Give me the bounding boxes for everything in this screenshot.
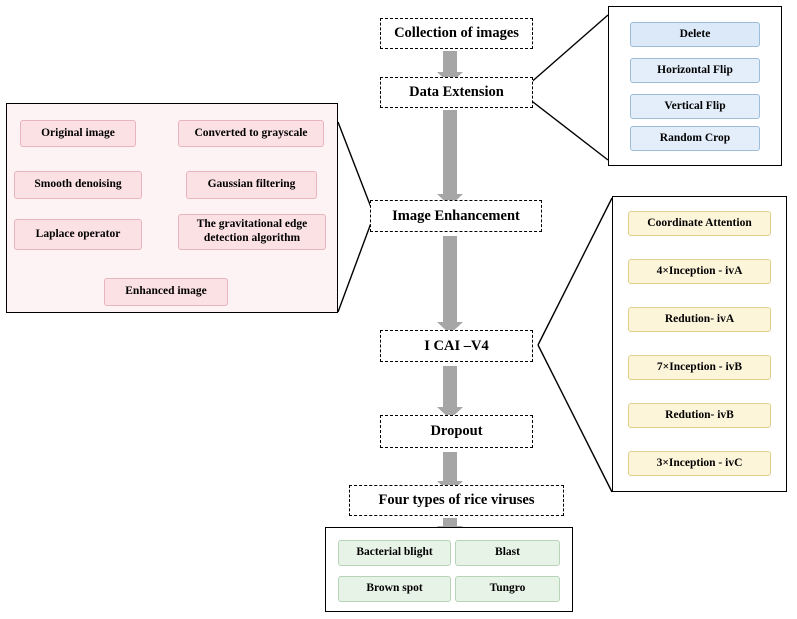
augmentation-option-vertical-flip[interactable]: [630, 94, 760, 119]
node-label: Four types of rice viruses: [378, 492, 535, 509]
node-label: Dropout: [430, 423, 483, 440]
class-brown-spot[interactable]: [338, 576, 451, 602]
node-label: I CAI –V4: [424, 337, 489, 354]
step-label: Enhanced image: [125, 285, 207, 298]
augmentation-option-delete[interactable]: [630, 22, 760, 47]
augmentation-option-horizontal-flip[interactable]: [630, 58, 760, 83]
option-label: Horizontal Flip: [657, 63, 733, 76]
node-label: Collection of images: [394, 25, 519, 42]
step-label: Laplace operator: [35, 227, 121, 240]
step-label: Original image: [41, 126, 115, 139]
enhancement-step-original-image[interactable]: [20, 120, 136, 147]
network-layer-redution-iva[interactable]: [628, 307, 771, 332]
class-tungro[interactable]: [455, 576, 560, 602]
network-layer-redution-ivb[interactable]: [628, 403, 771, 428]
layer-label: Redution- ivB: [665, 408, 734, 421]
node-label: Image Enhancement: [392, 207, 520, 224]
class-label: Brown spot: [366, 582, 423, 595]
step-label: Converted to grayscale: [194, 126, 308, 139]
class-blast[interactable]: [455, 540, 560, 566]
layer-label: 4×Inception - ivA: [656, 264, 743, 277]
enhancement-step-enhanced-image[interactable]: [104, 278, 228, 306]
step-label: Smooth denoising: [34, 178, 122, 191]
node-collection-of-images[interactable]: [380, 18, 533, 49]
enhancement-step-laplace-operator[interactable]: [14, 219, 142, 250]
flow-arrow-extension-to-enhancement: [443, 110, 457, 195]
class-label: Blast: [495, 546, 520, 559]
step-label: Gaussian filtering: [207, 178, 296, 191]
augmentation-option-random-crop[interactable]: [630, 126, 760, 151]
node-icai-v4[interactable]: [380, 330, 533, 362]
network-architecture-panel: [612, 196, 787, 492]
option-label: Delete: [679, 27, 711, 40]
enhancement-step-gravitational-edge-detection[interactable]: [178, 214, 326, 250]
enhancement-step-gaussian-filtering[interactable]: [186, 171, 317, 199]
flow-arrow-icai-to-dropout: [443, 366, 457, 408]
flow-arrow-collection-to-extension: [443, 51, 457, 73]
layer-label: 7×Inception - ivB: [656, 360, 743, 373]
network-layer-coordinate-attention[interactable]: [628, 211, 771, 236]
network-layer-inception-ivc[interactable]: [628, 451, 771, 476]
flow-arrow-enhancement-to-icai: [443, 236, 457, 323]
option-label: Vertical Flip: [664, 99, 726, 112]
node-dropout[interactable]: [380, 415, 533, 448]
flow-arrow-dropout-to-output: [443, 452, 457, 482]
node-label: Data Extension: [409, 84, 504, 101]
network-layer-inception-ivb[interactable]: [628, 355, 771, 380]
class-bacterial-blight[interactable]: [338, 540, 451, 566]
step-label: The gravitational edge detection algorithm: [196, 218, 308, 244]
layer-label: Redution- ivA: [664, 312, 735, 325]
network-layer-inception-iva[interactable]: [628, 259, 771, 284]
enhancement-step-smooth-denoising[interactable]: [14, 171, 142, 199]
layer-label: Coordinate Attention: [647, 216, 752, 229]
option-label: Random Crop: [659, 131, 731, 144]
flow-arrow-output-to-classes: [443, 518, 457, 527]
layer-label: 3×Inception - ivC: [656, 456, 743, 469]
class-label: Tungro: [489, 582, 526, 595]
node-four-types-of-rice-viruses[interactable]: [349, 485, 564, 516]
node-data-extension[interactable]: [380, 77, 533, 108]
node-image-enhancement[interactable]: [370, 200, 542, 232]
class-label: Bacterial blight: [356, 546, 433, 559]
enhancement-step-converted-to-grayscale[interactable]: [178, 120, 324, 147]
